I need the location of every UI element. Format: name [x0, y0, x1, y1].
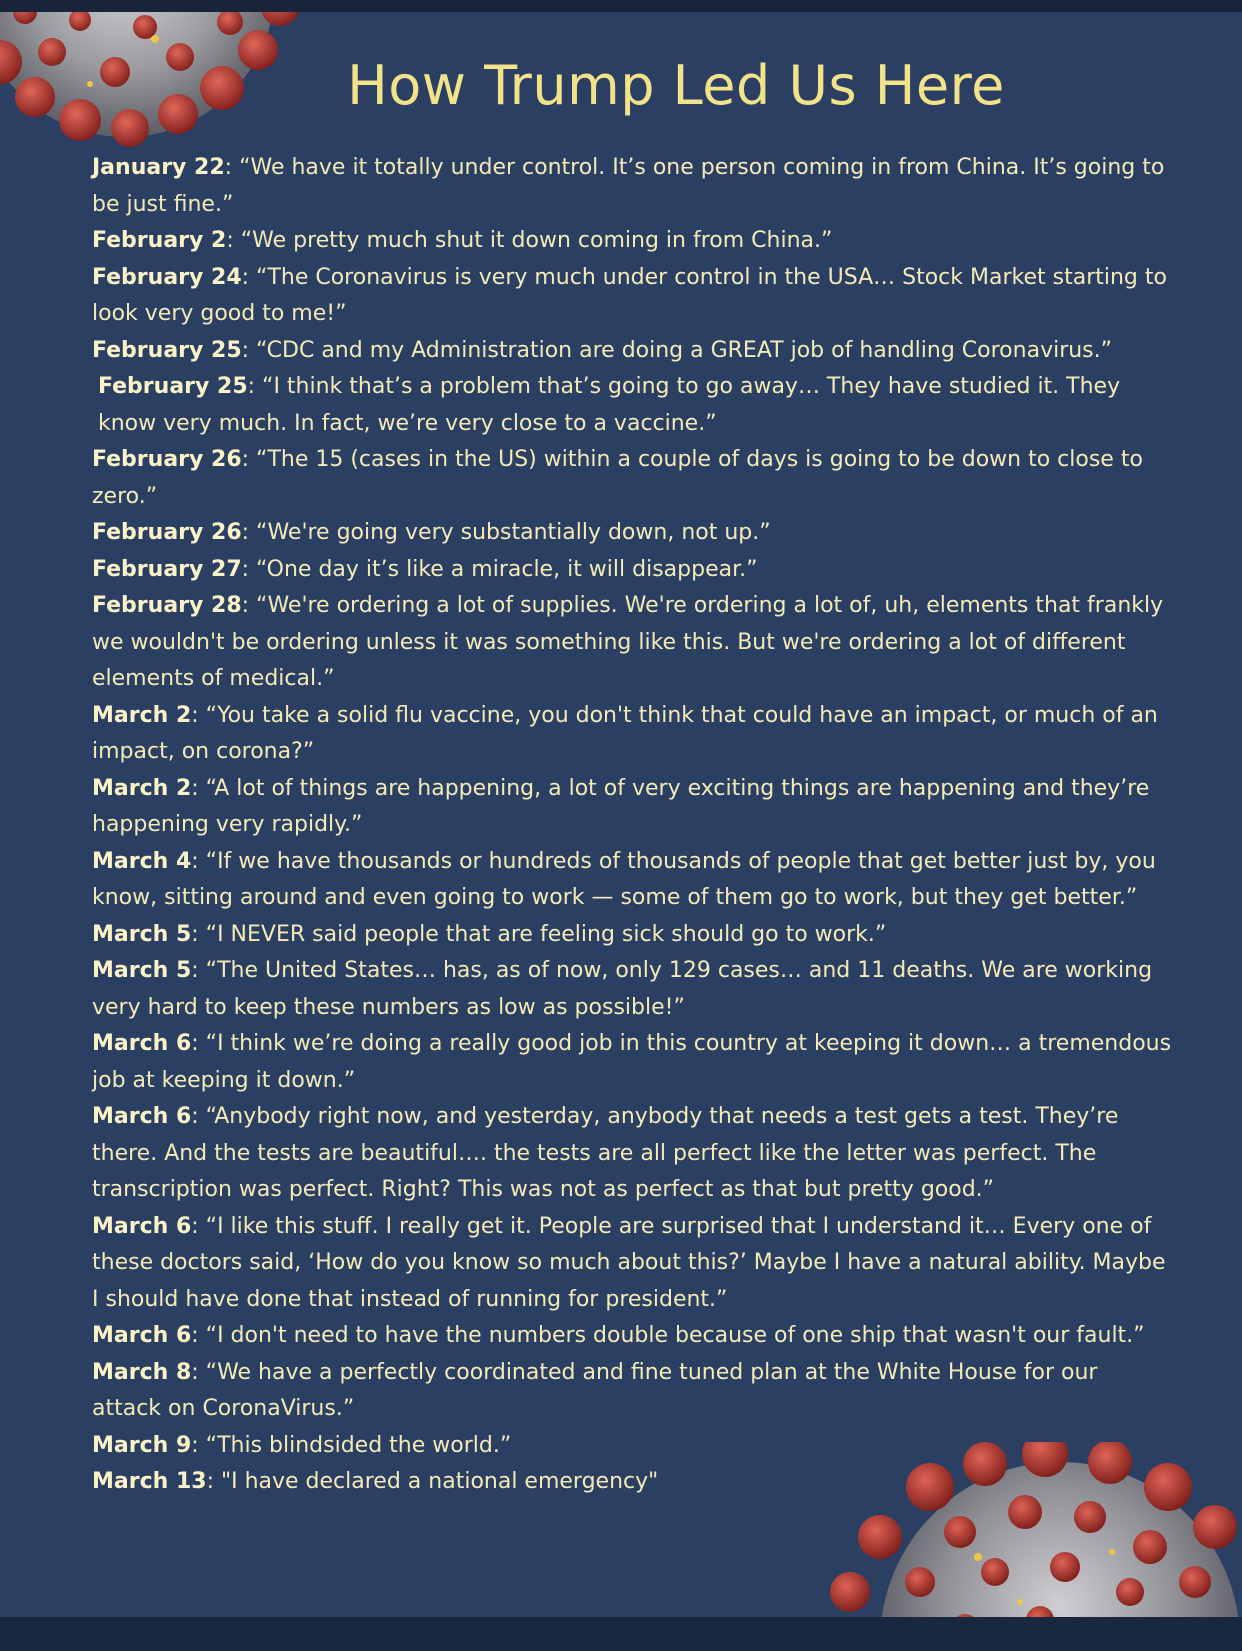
quote-text: : “We have a perfectly coordinated and fine tuned plan at the White House for our attack on CoronaVirus.”: [92, 1359, 1098, 1421]
quote-date: February 28: [92, 593, 242, 618]
quote-date: March 2: [92, 775, 192, 801]
quote-text: : “I don't need to have the numbers double because of one ship that wasn't our fault.”: [191, 1323, 1145, 1348]
quote-date: March 6: [92, 1031, 192, 1056]
quote-text: : "I have declared a national emergency": [206, 1469, 659, 1494]
quote-entry: [92, 844, 1172, 917]
quote-date: March 6: [92, 1213, 192, 1239]
quote-date: March 5: [92, 921, 192, 947]
quote-text: : “I think we’re doing a really good job in this country at keeping it down… a tremendous job at keeping it down.”: [92, 1031, 1172, 1093]
quote-text: : “If we have thousands or hundreds of thousands of people that get better just by, you know, sitting around and even going to work — some of them go to work, but they get better.”: [92, 848, 1156, 910]
quote-text: : “One day it’s like a miracle, it will disappear.”: [241, 556, 758, 582]
quote-text: : “We pretty much shut it down coming in from China.”: [226, 228, 833, 253]
quote-text: : “A lot of things are happening, a lot of very exciting things are happening and they’re happening very rapidly.”: [92, 775, 1150, 837]
quote-text: : “You take a solid flu vaccine, you don't think that could have an impact, or much of an impact, on corona?”: [92, 702, 1158, 764]
quote-date: February 27: [92, 556, 242, 582]
quote-text: : “The United States… has, as of now, only 129 cases… and 11 deaths. We are working very hard to keep these numbers as low as possible!”: [92, 958, 1153, 1020]
quote-date: March 6: [92, 1323, 192, 1348]
quote-text: : “I NEVER said people that are feeling sick should go to work.”: [191, 921, 887, 947]
quote-date: February 25: [98, 374, 248, 399]
page-title: How Trump Led Us Here: [347, 54, 1005, 117]
poster: [0, 12, 1242, 1617]
quote-entry: [92, 333, 1172, 370]
quote-entry: [92, 552, 1172, 589]
quote-entry: [92, 369, 1172, 442]
quote-text: : “We have it totally under control. It’s one person coming in from China. It’s going to be just fine.”: [92, 155, 1165, 217]
quote-list: [92, 150, 1172, 1501]
quote-entry: [92, 150, 1172, 223]
quote-entry: [92, 223, 1172, 260]
quote-text: : “We're going very substantially down, not up.”: [241, 520, 771, 545]
quote-text: : “Anybody right now, and yesterday, anybody that needs a test gets a test. They’re there. And the tests are beautiful…. the tests are all perfect like the letter was perfect. The transcription was perfect. Right? This was not as perfect as that but pretty good.”: [92, 1104, 1119, 1202]
quote-entry: [92, 953, 1172, 1026]
quote-entry: [92, 1318, 1172, 1355]
quote-entry: [92, 442, 1172, 515]
quote-text: : “This blindsided the world.”: [191, 1432, 512, 1458]
bottom-border: [0, 1617, 1242, 1651]
quote-entry: [92, 1464, 1172, 1501]
quote-entry: [92, 917, 1172, 954]
quote-entry: [92, 1026, 1172, 1099]
quote-entry: [92, 1209, 1172, 1319]
top-border: [0, 0, 1242, 12]
quote-text: : “We're ordering a lot of supplies. We're ordering a lot of, uh, elements that frankly we wouldn't be ordering unless it was something like this. But we're ordering a lot of different elements of medical.”: [92, 593, 1164, 691]
quote-text: : “The Coronavirus is very much under control in the USA… Stock Market starting to look very good to me!”: [92, 264, 1167, 326]
quote-entry: [92, 698, 1172, 771]
quote-date: March 4: [92, 848, 192, 874]
quote-date: March 2: [92, 702, 192, 728]
quote-date: March 6: [92, 1104, 192, 1129]
quote-entry: [92, 588, 1172, 698]
quote-text: : “CDC and my Administration are doing a GREAT job of handling Coronavirus.”: [241, 337, 1113, 363]
quote-entry: [92, 771, 1172, 844]
quote-entry: [92, 260, 1172, 333]
quote-entry: [92, 1355, 1172, 1428]
quote-text: : “I like this stuff. I really get it. People are surprised that I understand it… Every one of these doctors said, ‘How do you know so much about this?’ Maybe I have a natural ability. Maybe I should have done that instead of running for president.”: [92, 1213, 1166, 1312]
quote-date: February 26: [92, 447, 242, 472]
quote-date: February 26: [92, 520, 242, 545]
quote-date: February 2: [92, 228, 227, 253]
quote-date: March 13: [92, 1469, 207, 1494]
quote-date: January 22: [92, 155, 225, 180]
quote-text: : “I think that’s a problem that’s going to go away… They have studied it. They know very much. In fact, we’re very close to a vaccine.”: [98, 374, 1121, 436]
quote-date: February 24: [92, 264, 242, 290]
quote-date: March 5: [92, 958, 192, 983]
quote-date: March 9: [92, 1432, 192, 1458]
quote-date: February 25: [92, 337, 242, 363]
quote-date: March 8: [92, 1359, 192, 1385]
quote-entry: [92, 515, 1172, 552]
quote-text: : “The 15 (cases in the US) within a couple of days is going to be down to close to zero.”: [92, 447, 1143, 509]
quote-entry: [92, 1428, 1172, 1465]
quote-entry: [92, 1099, 1172, 1209]
